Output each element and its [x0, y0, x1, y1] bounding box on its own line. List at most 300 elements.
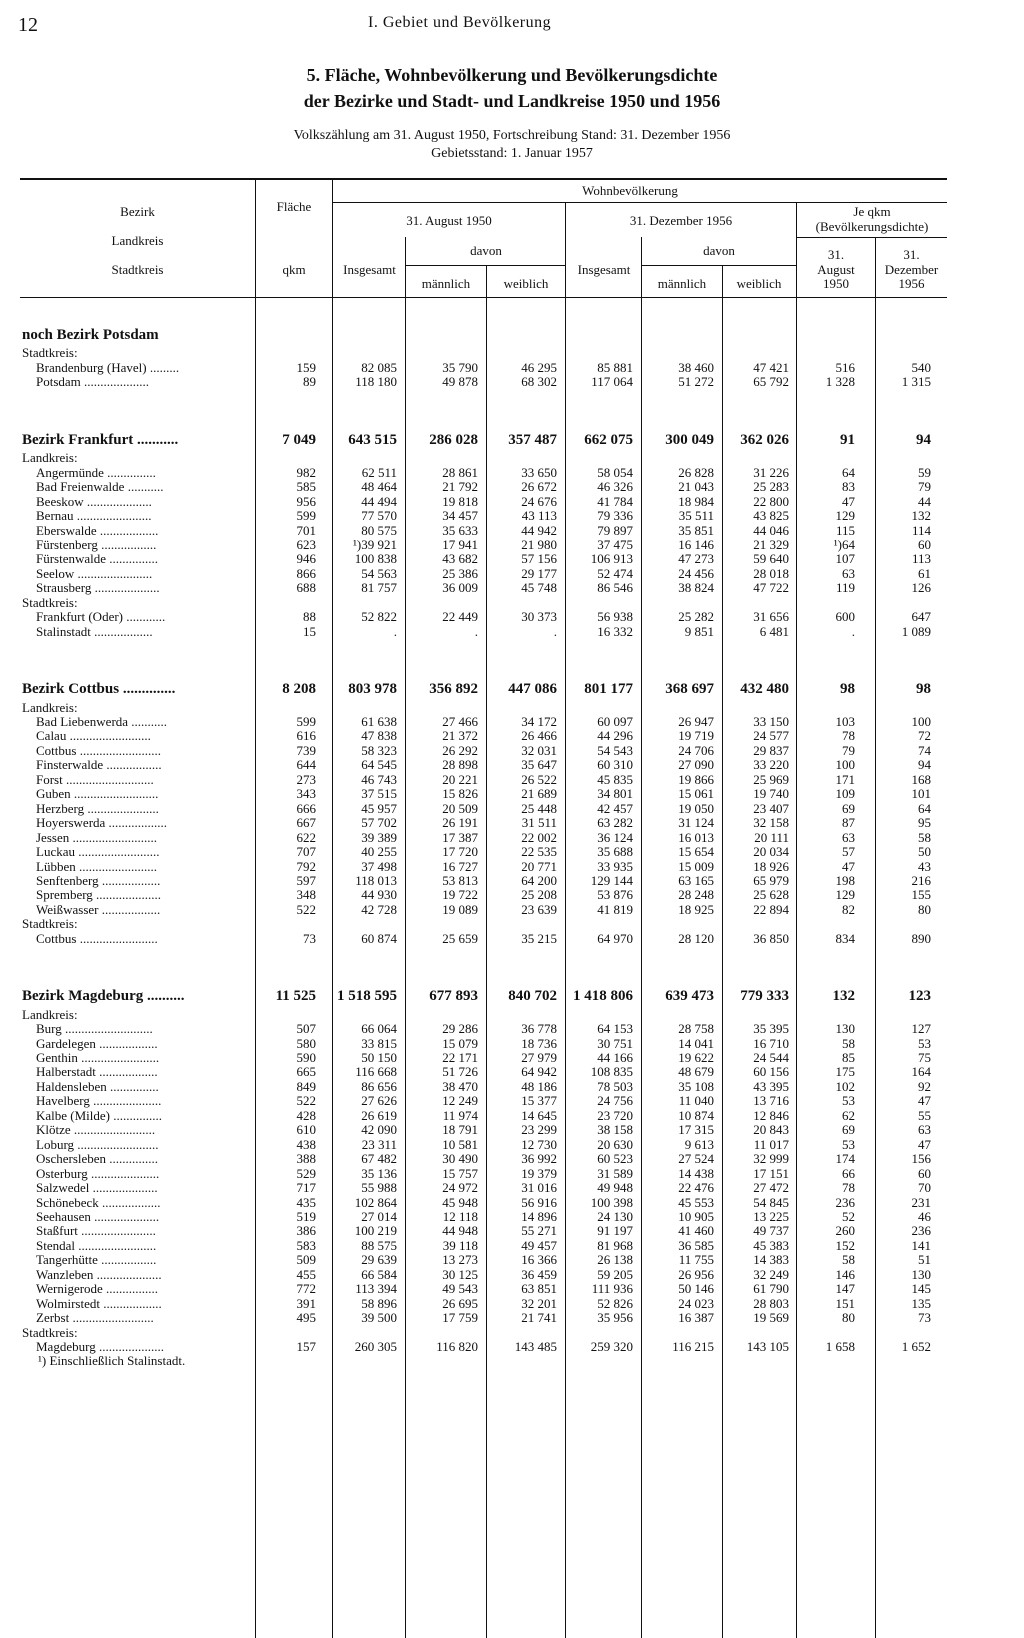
table-cell: 677 893	[429, 988, 478, 1005]
table-cell: 26 191	[442, 815, 478, 831]
table-cell: 19 569	[753, 1310, 789, 1326]
table-cell: 27 014	[361, 1208, 397, 1224]
row-label: Stadtkreis:	[22, 1324, 78, 1340]
table-cell: 6 481	[759, 623, 789, 639]
row-label: Tangerhütte .................	[36, 1252, 157, 1268]
table-cell: 60	[918, 536, 931, 552]
table-cell: 890	[911, 930, 931, 946]
table-cell: 11 755	[678, 1252, 714, 1268]
table-cell: 19 866	[678, 771, 714, 787]
table-cell: 386	[296, 1223, 316, 1239]
table-cell: 17 151	[753, 1165, 789, 1181]
table-cell: 66	[842, 1165, 855, 1181]
table-cell: 19 740	[753, 786, 789, 802]
table-cell: 23 311	[361, 1136, 397, 1152]
table-cell: 30 125	[442, 1266, 478, 1282]
table-cell: 15 079	[442, 1035, 478, 1051]
table-cell: 28 248	[678, 887, 714, 903]
table-cell: 13 225	[753, 1208, 789, 1224]
table-cell: 14 896	[521, 1208, 557, 1224]
table-cell: 29 639	[361, 1252, 397, 1268]
table-cell: 24 456	[678, 565, 714, 581]
table-cell: 44	[918, 493, 931, 509]
header-dichte-1956-year: 1956	[898, 276, 925, 291]
table-cell: 44 166	[597, 1050, 633, 1065]
row-label: Stadtkreis:	[22, 345, 78, 361]
header-wohnbevoelkerung: Wohnbevölkerung	[582, 183, 678, 198]
table-row	[0, 479, 1024, 494]
table-cell: 63 165	[678, 872, 714, 888]
table-cell: 26 466	[521, 728, 557, 744]
table-cell: 156	[911, 1151, 931, 1167]
table-cell: 14 383	[753, 1252, 789, 1268]
table-cell: 236	[911, 1223, 931, 1239]
header-davon-1950: davon	[470, 243, 502, 258]
table-cell: 35 633	[442, 522, 478, 538]
row-label: Magdeburg ....................	[36, 1339, 164, 1354]
table-cell: 27 090	[678, 757, 714, 773]
section-row	[0, 595, 1024, 610]
table-cell: 58	[842, 1252, 855, 1268]
table-cell: 18 925	[678, 901, 714, 917]
table-cell: 67 482	[361, 1151, 397, 1167]
table-cell: 46 743	[361, 771, 397, 787]
table-row	[0, 537, 1024, 552]
table-cell: 44 930	[361, 887, 397, 903]
table-cell: 68 302	[521, 374, 557, 390]
table-cell: 45 835	[597, 771, 633, 787]
section-row	[0, 450, 1024, 465]
table-row	[0, 551, 1024, 566]
subtitle-line-2: Gebietsstand: 1. Januar 1957	[431, 146, 593, 161]
table-cell: 866	[296, 565, 316, 581]
table-cell: 35 790	[442, 359, 478, 375]
table-cell: 53	[842, 1093, 855, 1109]
table-cell: 59 205	[597, 1266, 633, 1282]
table-cell: 20 509	[442, 800, 478, 816]
table-cell: 48 186	[521, 1078, 557, 1094]
table-cell: 79 897	[597, 522, 633, 538]
table-cell: 44 942	[521, 522, 557, 538]
table-cell: 100 219	[354, 1223, 397, 1239]
table-cell: 79	[842, 742, 855, 758]
table-cell: 168	[911, 771, 931, 787]
row-label: Finsterwalde .................	[36, 757, 162, 773]
table-row	[0, 728, 1024, 743]
table-cell: 34 172	[521, 714, 557, 729]
table-row	[0, 1021, 1024, 1036]
table-cell: 72	[918, 728, 931, 744]
row-label: Genthin ........................	[36, 1050, 160, 1065]
table-cell: 75	[918, 1050, 931, 1065]
table-cell: 80	[918, 901, 931, 917]
table-row	[0, 609, 1024, 624]
table-cell: 48 464	[361, 479, 397, 495]
table-cell: 49 948	[597, 1180, 633, 1196]
table-cell: 41 819	[597, 901, 633, 917]
table-cell: 35 395	[753, 1021, 789, 1037]
table-cell: 32 031	[521, 742, 557, 758]
table-cell: 35 215	[521, 930, 557, 946]
header-landkreis: Landkreis	[111, 233, 164, 248]
row-label: Burg ...........................	[36, 1021, 153, 1037]
table-cell: 19 722	[442, 887, 478, 903]
table-cell: 54 543	[597, 742, 633, 758]
table-cell: 66 584	[361, 1266, 397, 1282]
header-dichte-1950-day: 31.	[827, 247, 845, 262]
table-cell: 129	[835, 887, 855, 903]
table-cell: 78 503	[597, 1078, 633, 1094]
table-cell: 174	[835, 1151, 855, 1167]
table-cell: 47	[918, 1093, 931, 1109]
table-cell: 44 046	[753, 522, 789, 538]
table-cell: 20 221	[442, 771, 478, 787]
table-cell: 616	[296, 728, 316, 744]
table-row	[0, 1310, 1024, 1325]
row-label: Eberswalde ..................	[36, 522, 159, 538]
table-cell: 44 948	[442, 1223, 478, 1239]
table-row	[0, 815, 1024, 830]
table-cell: 80 575	[361, 522, 397, 538]
table-cell: 15 009	[678, 858, 714, 874]
row-label: Strausberg ....................	[36, 580, 160, 596]
table-cell: 17 387	[442, 829, 478, 845]
table-cell: 159	[296, 359, 316, 375]
table-cell: 20 111	[754, 829, 789, 845]
table-cell: 33 935	[597, 858, 633, 874]
table-cell: 54 845	[753, 1194, 789, 1210]
row-label: Loburg .........................	[36, 1136, 159, 1152]
table-cell: 16 387	[678, 1310, 714, 1326]
table-cell: 20 630	[597, 1136, 633, 1152]
table-cell: 62 511	[361, 464, 397, 480]
table-cell: 27 626	[361, 1093, 397, 1109]
table-cell: 30 373	[521, 609, 557, 625]
table-cell: 739	[296, 742, 316, 758]
table-cell: 25 208	[521, 887, 557, 903]
table-cell: 26 828	[678, 464, 714, 480]
table-cell: 24 544	[753, 1050, 789, 1065]
table-cell: 10 874	[678, 1107, 714, 1123]
table-cell: 43 825	[753, 508, 789, 524]
table-cell: 45 948	[442, 1194, 478, 1210]
table-cell: 17 759	[442, 1310, 478, 1326]
table-cell: 522	[296, 1093, 316, 1109]
row-label: Seelow .......................	[36, 565, 153, 581]
table-cell: 56 938	[597, 609, 633, 625]
table-row	[0, 508, 1024, 523]
table-cell: 115	[835, 522, 855, 538]
table-cell: 30 751	[597, 1035, 633, 1051]
table-row	[0, 859, 1024, 874]
row-label: Landkreis:	[22, 699, 78, 715]
table-cell: 114	[911, 522, 931, 538]
rule-davon-1950	[405, 265, 565, 266]
table-cell: 12 249	[442, 1093, 478, 1109]
row-label: Cottbus .........................	[36, 742, 161, 758]
table-cell: 51 726	[442, 1064, 478, 1080]
table-cell: 85	[842, 1050, 855, 1065]
row-label: Beeskow ....................	[36, 493, 152, 509]
table-cell: 438	[296, 1136, 316, 1152]
table-cell: 91	[840, 431, 855, 448]
table-cell: 7 049	[282, 431, 316, 448]
table-cell: 21 980	[521, 536, 557, 552]
table-cell: 27 524	[678, 1151, 714, 1167]
table-cell: 15 826	[442, 786, 478, 802]
table-cell: 21 043	[678, 479, 714, 495]
table-cell: 25 969	[753, 771, 789, 787]
table-row	[0, 1151, 1024, 1166]
table-cell: 15	[303, 623, 316, 639]
table-cell: 32 158	[753, 815, 789, 831]
rule-wohnbev	[333, 202, 947, 203]
table-cell: 662 075	[584, 431, 633, 448]
table-cell: 16 013	[678, 829, 714, 845]
header-flaeche: Fläche	[276, 199, 312, 214]
table-title-line-1: 5. Fläche, Wohnbevölkerung und Bevölkerungsdichte	[306, 65, 718, 85]
table-cell: 171	[835, 771, 855, 787]
table-row	[0, 931, 1024, 946]
table-cell: 14 645	[521, 1107, 557, 1123]
table-cell: 53 813	[442, 872, 478, 888]
row-label: Jessen ..........................	[36, 829, 157, 845]
table-cell: 32 249	[753, 1266, 789, 1282]
table-cell: 88	[303, 609, 316, 625]
row-label: Kalbe (Milde) ...............	[36, 1107, 163, 1123]
table-cell: 52 474	[597, 565, 633, 581]
table-cell: 57 156	[521, 551, 557, 567]
table-cell: 58 896	[361, 1295, 397, 1311]
table-cell: 12 846	[753, 1107, 789, 1123]
table-cell: 19 719	[678, 728, 714, 744]
table-cell: 45 383	[753, 1237, 789, 1253]
table-cell: 87	[842, 815, 855, 831]
row-label: Landkreis:	[22, 1006, 78, 1022]
row-label: Potsdam ....................	[36, 374, 150, 390]
table-cell: 260 305	[354, 1339, 397, 1354]
table-cell: 24 676	[521, 493, 557, 509]
table-cell: 12 118	[442, 1208, 478, 1224]
table-cell: 33 650	[521, 464, 557, 480]
table-cell: 28 803	[753, 1295, 789, 1311]
table-cell: 32 201	[521, 1295, 557, 1311]
header-dichte-1950-year: 1950	[823, 276, 849, 291]
table-cell: 35 511	[678, 508, 714, 524]
table-cell: 47	[842, 493, 855, 509]
table-cell: 45 748	[521, 580, 557, 596]
table-cell: 61 790	[753, 1281, 789, 1297]
table-cell: 1 652	[901, 1339, 931, 1354]
table-cell: 28 120	[678, 930, 714, 946]
region-row	[0, 327, 1024, 344]
table-cell: 18 926	[753, 858, 789, 874]
table-cell: 49 543	[442, 1281, 478, 1297]
table-cell: 60 097	[597, 714, 633, 729]
table-cell: 216	[911, 872, 931, 888]
table-cell: 77 570	[361, 508, 397, 524]
table-cell: 55 271	[521, 1223, 557, 1239]
table-cell: 45 957	[361, 800, 397, 816]
table-cell: 849	[296, 1078, 316, 1094]
table-cell: 31 511	[521, 815, 557, 831]
table-cell: 840 702	[508, 988, 557, 1005]
table-cell: 25 628	[753, 887, 789, 903]
table-cell: 116 215	[672, 1339, 714, 1354]
table-cell: 152	[835, 1237, 855, 1253]
table-row	[0, 757, 1024, 772]
table-cell: 119	[835, 580, 855, 596]
table-cell: 507	[296, 1021, 316, 1037]
header-maennlich-1956: männlich	[657, 276, 707, 291]
table-cell: 28 861	[442, 464, 478, 480]
row-label: Oschersleben ...............	[36, 1151, 159, 1167]
table-cell: 37 475	[597, 536, 633, 552]
table-cell: 36 459	[521, 1266, 557, 1282]
header-insgesamt-1950: Insgesamt	[343, 262, 396, 277]
region-row	[0, 988, 1024, 1005]
table-cell: 100 398	[590, 1194, 633, 1210]
table-cell: 16 710	[753, 1035, 789, 1051]
table-cell: 26 672	[521, 479, 557, 495]
row-label: Guben ..........................	[36, 786, 159, 802]
table-cell: 610	[296, 1122, 316, 1138]
table-cell: 53	[918, 1035, 931, 1051]
table-cell: 36 778	[521, 1021, 557, 1037]
table-cell: 64 970	[597, 930, 633, 946]
section-row	[0, 916, 1024, 931]
table-cell: 57	[842, 844, 855, 860]
table-row	[0, 1079, 1024, 1094]
table-cell: 86 656	[361, 1078, 397, 1094]
table-cell: 14 041	[678, 1035, 714, 1051]
table-cell: 21 741	[521, 1310, 557, 1326]
table-cell: 16 146	[678, 536, 714, 552]
row-label: Halberstadt ..................	[36, 1064, 158, 1080]
table-cell: 11 525	[275, 988, 316, 1005]
table-cell: 56 916	[521, 1194, 557, 1210]
table-row	[0, 1064, 1024, 1079]
table-cell: 111 936	[591, 1281, 633, 1297]
table-row	[0, 887, 1024, 902]
table-cell: 286 028	[429, 431, 478, 448]
table-cell: 113 394	[355, 1281, 397, 1297]
table-cell: 15 757	[442, 1165, 478, 1181]
table-cell: 36 009	[442, 580, 478, 596]
table-cell: 28 018	[753, 565, 789, 581]
row-label: Klötze .........................	[36, 1122, 156, 1138]
row-label: Osterburg .....................	[36, 1165, 160, 1181]
table-row	[0, 523, 1024, 538]
table-cell: 82	[842, 901, 855, 917]
table-row	[0, 714, 1024, 729]
table-cell: 54 563	[361, 565, 397, 581]
table-cell: 388	[296, 1151, 316, 1167]
table-cell: 31 589	[597, 1165, 633, 1181]
table-cell: 60 874	[361, 930, 397, 946]
table-cell: 64	[842, 464, 855, 480]
table-cell: 25 448	[521, 800, 557, 816]
table-cell: 74	[918, 742, 931, 758]
table-cell: 22 002	[521, 829, 557, 845]
row-label: Gardelegen ..................	[36, 1035, 158, 1051]
table-cell: 348	[296, 887, 316, 903]
table-cell: 26 292	[442, 742, 478, 758]
table-cell: 1 518 595	[337, 988, 397, 1005]
table-cell: 11 040	[678, 1093, 714, 1109]
table-cell: 37 515	[361, 786, 397, 802]
table-cell: 41 784	[597, 493, 633, 509]
table-cell: 52	[842, 1208, 855, 1224]
table-cell: 19 818	[442, 493, 478, 509]
table-cell: 60	[918, 1165, 931, 1181]
table-row	[0, 786, 1024, 801]
table-row	[0, 1036, 1024, 1051]
table-cell: 368 697	[665, 681, 714, 698]
table-cell: 103	[835, 714, 855, 729]
table-cell: 102	[835, 1078, 855, 1094]
table-cell: 79 336	[597, 508, 633, 524]
table-cell: 64 545	[361, 757, 397, 773]
table-cell: 49 878	[442, 374, 478, 390]
table-cell: 1 418 806	[573, 988, 633, 1005]
table-cell: 53 876	[597, 887, 633, 903]
table-row	[0, 566, 1024, 581]
table-cell: 11 017	[753, 1136, 789, 1152]
table-cell: 9 851	[684, 623, 714, 639]
table-cell: 12 730	[521, 1136, 557, 1152]
table-cell: 34 801	[597, 786, 633, 802]
table-cell: 26 619	[361, 1107, 397, 1123]
table-cell: 64 200	[521, 872, 557, 888]
table-cell: 35 851	[678, 522, 714, 538]
table-cell: 30 490	[442, 1151, 478, 1167]
row-label: Salzwedel ....................	[36, 1180, 158, 1196]
table-cell: 529	[296, 1165, 316, 1181]
table-cell: 516	[835, 359, 855, 375]
table-cell: 100 838	[354, 551, 397, 567]
table-cell: 130	[911, 1266, 931, 1282]
table-cell: 40 255	[361, 844, 397, 860]
table-row	[0, 1093, 1024, 1108]
table-cell: 69	[842, 1122, 855, 1138]
table-cell: 435	[296, 1194, 316, 1210]
table-cell: 540	[911, 359, 931, 375]
table-cell: 22 894	[753, 901, 789, 917]
table-cell: 175	[835, 1064, 855, 1080]
table-cell: 26 522	[521, 771, 557, 787]
table-cell: .	[553, 623, 557, 639]
row-label: Brandenburg (Havel) .........	[36, 359, 180, 375]
table-cell: 38 470	[442, 1078, 478, 1094]
table-cell: 129	[835, 508, 855, 524]
table-cell: 26 956	[678, 1266, 714, 1282]
row-label: Calau .........................	[36, 728, 151, 744]
table-cell: 14 438	[678, 1165, 714, 1181]
table-row	[0, 580, 1024, 595]
table-cell: 20 034	[753, 844, 789, 860]
row-label: Angermünde ...............	[36, 464, 156, 480]
table-cell: 391	[296, 1295, 316, 1311]
row-label: Stalinstadt ..................	[36, 623, 153, 639]
table-cell: 36 124	[597, 829, 633, 845]
row-label: Landkreis:	[22, 450, 78, 466]
row-label: Zerbst .........................	[36, 1310, 154, 1326]
table-cell: 17 720	[442, 844, 478, 860]
table-cell: 65 792	[753, 374, 789, 390]
table-cell: 43 682	[442, 551, 478, 567]
table-cell: 78	[842, 1180, 855, 1196]
